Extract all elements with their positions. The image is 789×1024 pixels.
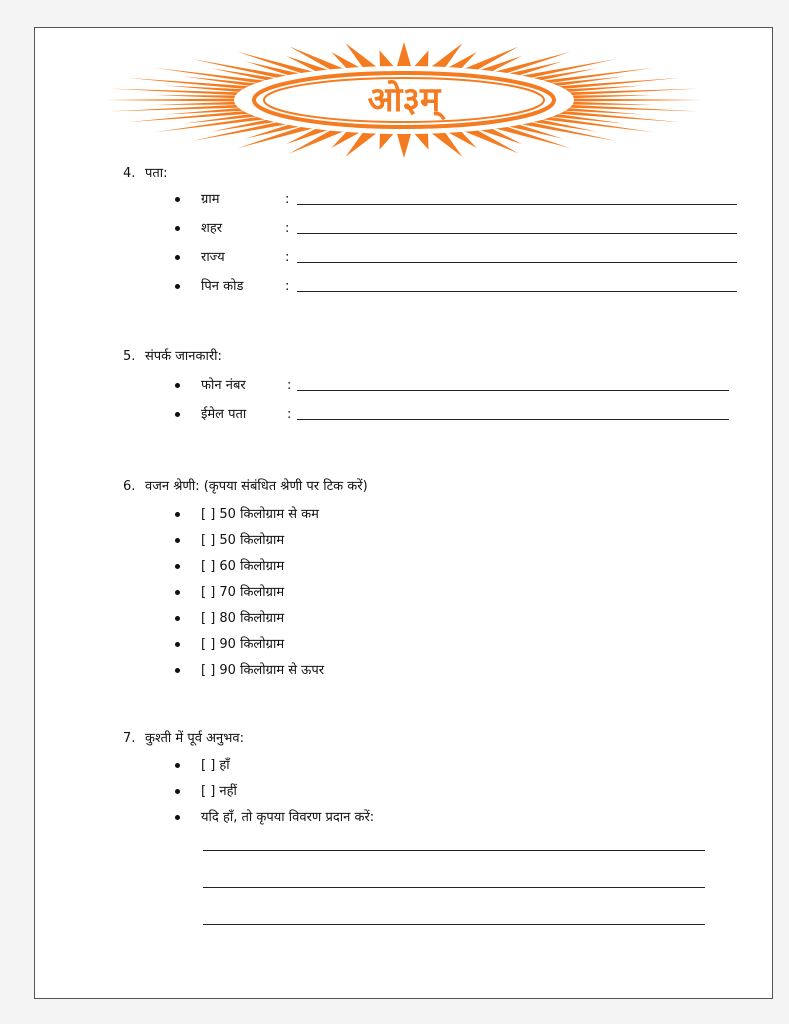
- details-line-2[interactable]: [203, 887, 705, 888]
- sun-ray: [413, 132, 429, 150]
- experience-heading: 7. कुश्ती में पूर्व अनुभव:: [123, 731, 244, 746]
- sun-ray: [396, 42, 411, 68]
- details-line-3[interactable]: [203, 924, 705, 925]
- contact-heading: 5. संपर्क जानकारी:: [123, 349, 222, 364]
- email-input-line[interactable]: [297, 419, 729, 420]
- sun-ray: [570, 95, 653, 98]
- om-sun-logo: [99, 40, 709, 158]
- weight-heading: 6. वजन श्रेणी: (कृपया संबंधित श्रेणी पर टिक करें): [123, 479, 368, 494]
- sun-rays-graphic: [99, 40, 709, 158]
- pincode-input-line[interactable]: [297, 291, 737, 292]
- details-line-1[interactable]: [203, 850, 705, 851]
- sun-ray: [413, 50, 429, 68]
- sun-ray: [155, 102, 238, 105]
- sun-ray: [379, 132, 395, 150]
- phone-input-line[interactable]: [297, 390, 729, 391]
- address-heading: 4. पता:: [123, 166, 168, 181]
- city-input-line[interactable]: [297, 233, 737, 234]
- village-input-line[interactable]: [297, 204, 737, 205]
- om-logo-text: ओ३म्: [367, 80, 441, 120]
- sun-ray: [155, 95, 238, 98]
- sun-ray: [570, 102, 653, 105]
- sun-ray: [104, 99, 236, 102]
- state-input-line[interactable]: [297, 262, 737, 263]
- sun-ray: [572, 99, 704, 102]
- sun-ray: [396, 132, 411, 158]
- form-page: ओ३म् 4. पता: ग्राम : शहर : राज्य : पिन कोड : 5. संपर्क जानकारी: फोन नंबर : ईमेल पता : 6. वजन श्रेणी: (कृपया संबंधित श्रेणी पर टिक करें) [ ] 50 किलोग्राम से कम [ ] 50 किलोग्राम [ ] 60 किलोग्राम [ ] 70 किलोग्राम [ ] 80 किलोग्राम [ ] 90 किलोग्राम [ ] 90 किलोग्राम से ऊपर 7. कुश्ती में पूर्व अनुभव: [ ] हाँ [ ] नहीं यदि हाँ, तो कृपया विवरण प्रदान करें:: [34, 27, 773, 999]
- sun-ray: [379, 50, 395, 68]
